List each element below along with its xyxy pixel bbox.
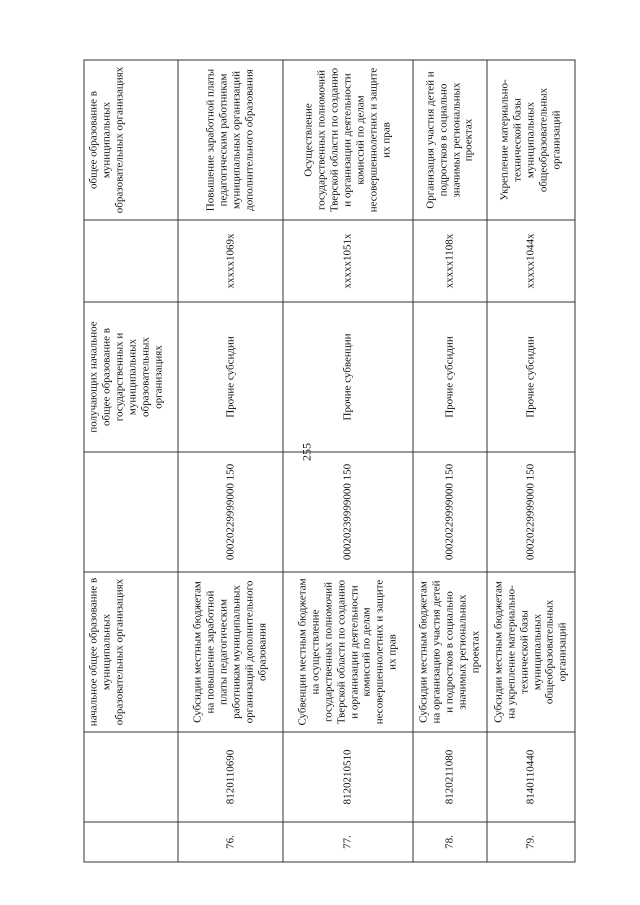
kbk-code: 00020229999000 150 — [487, 452, 575, 572]
kbk-code — [84, 452, 178, 572]
kbk-code: 00020239999000 150 — [283, 452, 413, 572]
target-code: 8120110690 — [178, 732, 283, 822]
table-row — [487, 60, 575, 862]
target-code — [84, 732, 178, 822]
purpose-code: xxxxx1069x — [178, 220, 283, 302]
target-code: 8120210510 — [283, 732, 413, 822]
expense-description: Субвенции местным бюджетам на осуществление государственных полномочий Тверской области по созданию и организации деятельности комиссий по делам несовершеннолетних и защите их прав — [283, 572, 413, 732]
table-row — [413, 60, 487, 862]
row-number: 76. — [178, 822, 283, 862]
kbk-name: Прочие субсидии — [487, 302, 575, 452]
target-code: 8140110440 — [487, 732, 575, 822]
kbk-name: получающих начальное общее образование в государственных и муниципальных образовательных организациях — [84, 302, 178, 452]
row-number: 79. — [487, 822, 575, 862]
kbk-name: Прочие субвенции — [283, 302, 413, 452]
target-code: 8120211080 — [413, 732, 487, 822]
subsidies-table — [83, 59, 575, 862]
purpose-description: Осуществление государственных полномочий Тверской области по созданию и организации деятельности комиссий по делам несовершеннолетних и защите их прав — [283, 60, 413, 220]
expense-description: Субсидии местным бюджетам на повышение заработной платы педагогическим работникам муниципальных организаций дополнительного образования — [178, 572, 283, 732]
table-row — [178, 60, 283, 862]
purpose-code: xxxxx1044x — [487, 220, 575, 302]
purpose-code — [84, 220, 178, 302]
rotated-table-container — [83, 60, 574, 862]
purpose-description: общее образование в муниципальных образовательных организациях — [84, 60, 178, 220]
table-row — [283, 60, 413, 862]
kbk-name: Прочие субсидии — [178, 302, 283, 452]
kbk-name: Прочие субсидии — [413, 302, 487, 452]
kbk-code: 00020229999000 150 — [413, 452, 487, 572]
row-number: 78. — [413, 822, 487, 862]
purpose-description: Укрепление материально-технической базы муниципальных общеобразовательных организаций — [487, 60, 575, 220]
purpose-description: Организация участия детей и подростков в социально значимых региональных проектах — [413, 60, 487, 220]
row-number: 77. — [283, 822, 413, 862]
purpose-description: Повышение заработной платы педагогическим работникам муниципальных организаций дополнительного образования — [178, 60, 283, 220]
table-row — [84, 60, 178, 862]
expense-description: начальное общее образование в муниципальных образовательных организациях — [84, 572, 178, 732]
expense-description: Субсидии местным бюджетам на организацию участия детей и подростков в социально значимых региональных проектах — [413, 572, 487, 732]
kbk-code: 00020229999000 150 — [178, 452, 283, 572]
purpose-code: xxxxx1108x — [413, 220, 487, 302]
row-number — [84, 822, 178, 862]
expense-description: Субсидии местным бюджетам на укрепление материально-технической базы муниципальных общеобразовательных организаций — [487, 572, 575, 732]
purpose-code: xxxxx1051x — [283, 220, 413, 302]
page-number: 255 — [299, 443, 314, 461]
